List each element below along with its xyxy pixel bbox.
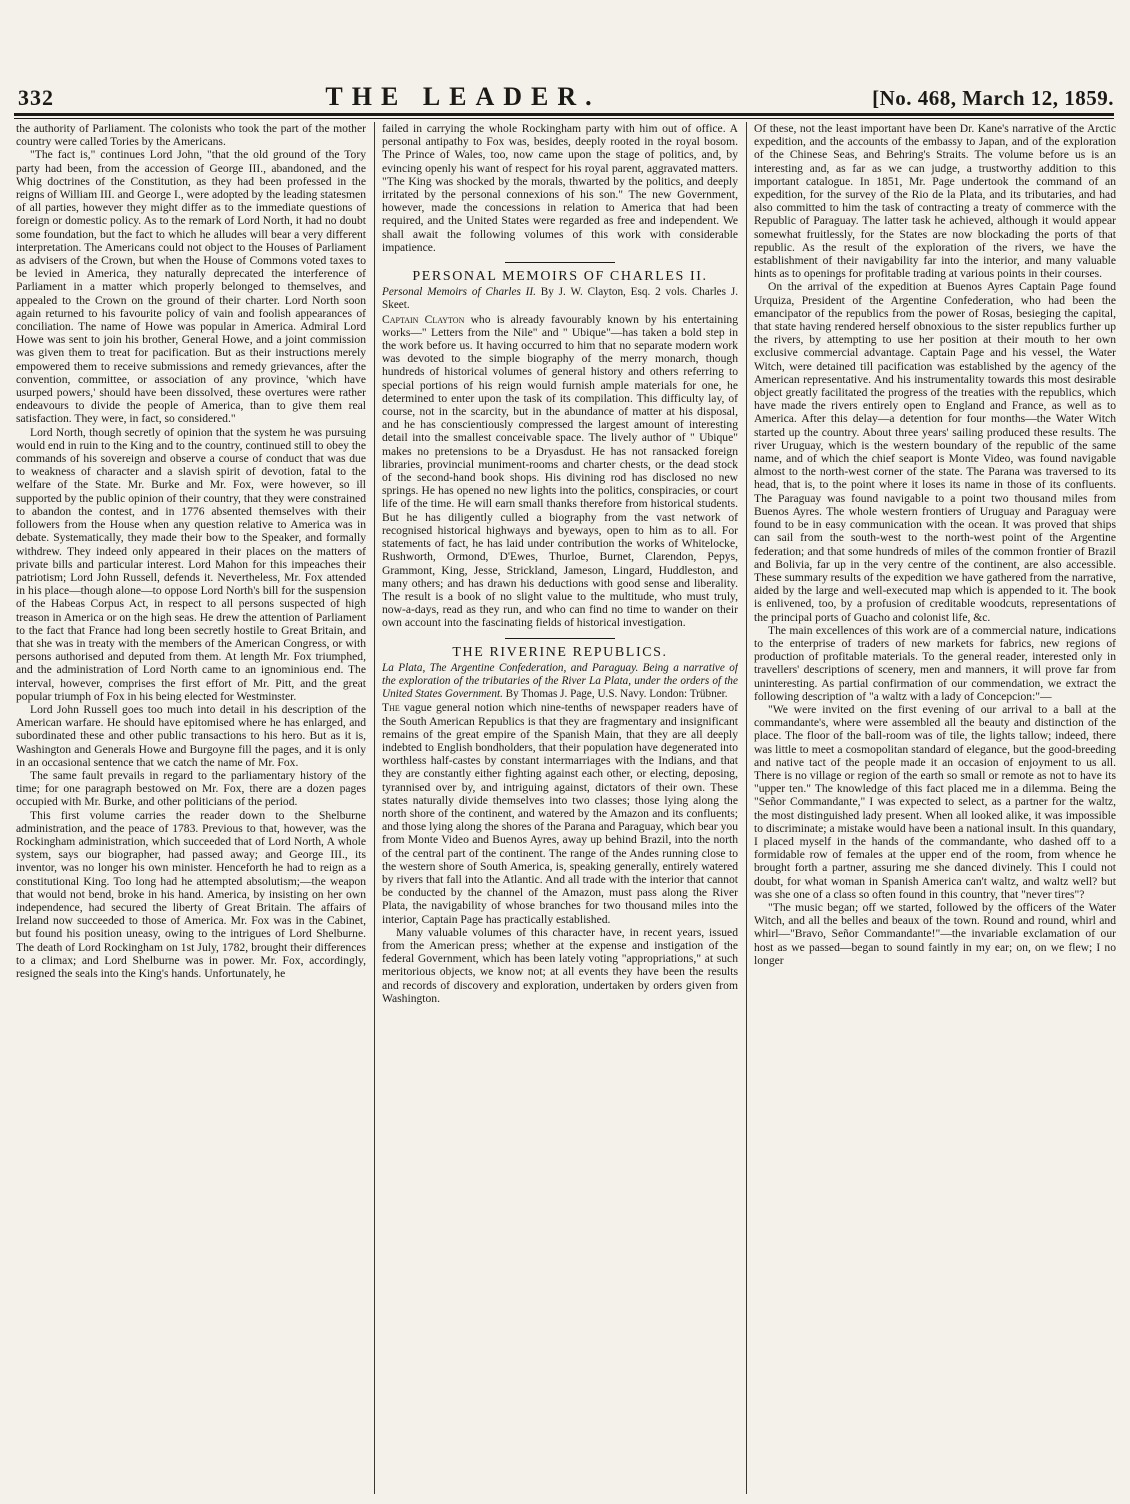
lead-caps: Captain Clayton bbox=[382, 312, 465, 326]
paragraph: The same fault prevails in regard to the parliamentary history of the time; for one paragraph bestowed on Mr. Fox, there are a dozen pages occupied with Mr. Burke, and other politicians of the period. bbox=[16, 768, 366, 809]
quote-paragraph: "We were invited on the first evening of our arrival to a ball at the commandante's, where were assembled all the beauty and distinction of the place. The floor of the ball-room was of tile, the lights tallow; indeed, there was little to meet a cosmopolitan standard of elegance, but the good-breeding and native tact of the people made it an occasion of enjoyment to us all. There is no village or region of the earth so small or remote as not to have its "upper ten." The knowledge of this fact placed me in a dilemma. Being the "Señor Commandante," I was expected to select, as a partner for the waltz, the most distinguished lady present. When all looked alike, it was impossible to discriminate; a mistake would have been a national insult. In this quandary, I placed myself in the hands of the commandante, who dashed off to a formidable row of females at the upper end of the room, from whence he brought forth a partner, assuring me she danced divinely. This I could not doubt, for what woman in Spanish America can't waltz, and waltz well? but was she one of a class so often found in this country, that "never tires"? bbox=[754, 702, 1116, 901]
header-rule bbox=[14, 113, 1114, 116]
paragraph-text: who is already favourably known by his entertaining works—" Letters from the Nile" and " Ubique"—has taken a bold step in the work before us. It having occurred to him that no separate modern work was devoted to the simple biography of the merry monarch, though hundreds of historical volumes of general history and others referring to special portions of his reign would furnish ample materials for one, he determined to enter upon the task of its compilation. This difficulty lay, of course, not in the scarcity, but in the abundance of matter at his disposal, and he has conscientiously compressed the largest amount of interesting detail into the smallest conceivable space. The lively author of " Ubique" makes no pretensions to be a Dryasdust. He has not ransacked foreign libraries, provincial muniment-rooms and charter chests, or the dead stock of the second-hand book shops. His divining rod has disclosed no new springs. He has opened no new lights into the politics, conspiracies, or court life of the time. He will earn small thanks therefore from historical students. But he has diligently culled a biography from the vast network of recognised historical highways and byeways, open to him as to all. For statements of fact, he has laid under contribution the works of Whitelocke, Rushworth, Ormond, D'Ewes, Thurloe, Burnet, Clarendon, Pepys, Grammont, King, Jesse, Strickland, Jameson, Lingard, Huddleston, and many others; and has drawn his deductions with good sense and liberality. The result is a book of no slight value to the multitude, who must truly, now-a-days, read as they run, and who can find no time to wander on their own account into the fascinating fields of historical investigation. bbox=[382, 312, 738, 630]
paragraph bbox=[382, 313, 738, 630]
byline-title: Personal Memoirs of Charles II. bbox=[382, 286, 536, 299]
section-rule bbox=[505, 262, 615, 263]
paragraph: On the arrival of the expedition at Buenos Ayres Captain Page found Urquiza, President of the Argentine Confederation, who had been the emancipator of the republics from the power of Rosas, besieging the capital, that state having rendered herself obnoxious to the sister republics further up the rivers, by attempting to use her position at their mouth to her own exclusive commercial advantage. Captain Page and his vessel, the Water Witch, were detained till pacification was established by the agency of the American representative. And his instrumentality towards this most desirable object greatly facilitated the progress of the treaties with the republics, which have made the rivers entirely open to England and France, as well as to America. After this delay—a detention for four months—the Water Witch started up the country. About three years' sailing produced these results. The river Uruguay, which is the western boundary of the republic of the same name, and of which the chief seaport is Monte Video, was found navigable almost to the north-west corner of the state. The Parana was traversed to its head, that is, to the point where it loses its name in those of its confluents. The Paraguay was found navigable to a point two thousand miles from Buenos Ayres. The whole western frontiers of Uruguay and Paraguay were found to be in easy communication with the ocean. It was proved that ships can sail from the south-west to the north-west point of the Argentine federation; and that some hundreds of miles of the common frontier of Brazil and Bolivia, far up in the very centre of the continent, are also accessible. These summary results of the expedition we have gathered from the narrative, aided by the large and well-executed map which is appended to it. The book is enlivened, too, by a profusion of creditable woodcuts, representations of the principal ports of Guacho and colonist life, &c. bbox=[754, 280, 1116, 624]
quote-paragraph: "The fact is," continues Lord John, "that the old ground of the Tory party had been, from the accession of George III., abandoned, and the Whig doctrines of the Constitution, as they had been professed in the reigns of William III. and George I., were adopted by the leading statesmen of all parties, however they might differ as to the immediate questions of foreign or domestic policy. As to the remark of Lord North, it had no doubt some foundation, but the fact to which he alludes will bear a very different interpretation. The Americans could not object to the Houses of Parliament as advisers of the Crown, but when the House of Commons voted taxes to be levied in America, they naturally deprecated the interference of Parliament in a matter which properly belonged to themselves, and appealed to the Crown on the ground of their charter. Lord North soon again returned to his favourite policy of vain and foolish appearances of conciliation. The name of Howe was popular in America. Admiral Lord Howe was sent to join his brother, General Howe, and a joint commission was given them to treat for pacification. But as their instructions merely empowered them to receive submissions and remedy grievances, after the convention, committee, or association of any province, 'which have usurped powers,' should have been dissolved, these overtures were rather endeavours to divide the people of America, than to give them real satisfaction. They were, in fact, so considered." bbox=[16, 148, 366, 426]
quote-paragraph: "The music began; off we started, followed by the officers of the Water Witch, and all the belles and beaux of the town. Round and round, whirl and whirl—"Bravo, Señor Commandante!"—the invariable exclamation of our host as we passed—began to sound faintly in my ear; on, on we flew; I no longer bbox=[754, 900, 1116, 967]
issue-date: [No. 468, March 12, 1859. bbox=[872, 86, 1114, 110]
column-3 bbox=[754, 122, 1116, 1494]
paragraph: The main excellences of this work are of a commercial nature, indications to the enterprise of traders of new markets for fabrics, new regions of production of profitable materials. To the general reader, interested only in travellers' descriptions of scenery, men and manners, it will prove far from uninteresting. As partial confirmation of our commendation, we extract the following description of "a waltz with a lady of Concepcion:"— bbox=[754, 623, 1116, 703]
paragraph: Lord John Russell goes too much into detail in his description of the American warfare. He should have epitomised where he has enlarged, and subordinated these and other public transactions to his hero. But as it is, Washington and Generals Howe and Burgoyne fill the pages, and it is only in an occasional sentence that we catch the name of Mr. Fox. bbox=[16, 702, 366, 769]
paragraph: failed in carrying the whole Rockingham party with him out of office. A personal antipathy to Fox was, besides, deeply rooted in the royal bosom. The Prince of Wales, too, now came upon the stage of politics, and, by evincing openly his want of respect for his royal parent, aggravated matters. "The King was shocked by the morals, thwarted by the politics, and deeply irritated by the personal connexions of his son." The new Government, however, made the concessions in relation to America that had been required, and the United States were regarded as free and independent. We shall await the following volumes of this work with considerable impatience. bbox=[382, 122, 738, 254]
masthead bbox=[18, 82, 1114, 111]
page-number: 332 bbox=[18, 85, 54, 110]
paragraph: This first volume carries the reader down to the Shelburne administration, and the peace of 1783. Previous to that, however, was the Rockingham administration, which succeeded that of Lord North, A whole system, says our biographer, had passed away; and George III., its inventor, was no longer his own minister. Henceforth he had to reign as a constitutional King. Too long had he attempted absolutism;—the weapon that would not bend, broke in his hand. America, by insisting on her own independence, had secured the liberty of Great Britain. The affairs of Ireland now succeeded to those of America. Mr. Fox was in the Cabinet, but found his position uneasy, owing to the intrigues of Lord Shelburne. The death of Lord Rockingham on 1st July, 1782, brought their differences to a climax; and Lord Shelburne was in power. Mr. Fox, accordingly, resigned the seals into the King's hands. Unfortunately, he bbox=[16, 808, 366, 980]
paragraph: Many valuable volumes of this character have, in recent years, issued from the American press; whether at the expense and instigation of the federal Government, which has been lately voting "appropriations," at such meritorious objects, we know not; at all events they have been the results and records of discovery and exploration, undertaken by orders given from Washington. bbox=[382, 925, 738, 1005]
column-1 bbox=[16, 122, 366, 1494]
byline-author: By Thomas J. Page, U.S. Navy. London: Trübner. bbox=[505, 688, 728, 701]
column-divider bbox=[374, 122, 375, 1494]
lead-caps: The bbox=[382, 701, 400, 715]
paragraph bbox=[382, 701, 738, 925]
article-byline bbox=[382, 662, 738, 702]
byline-author: By J. W. Clayton, Esq. 2 vols. Charles J. Skeet. bbox=[382, 286, 738, 312]
article-heading: THE RIVERINE REPUBLICS. bbox=[452, 644, 668, 660]
paragraph: the authority of Parliament. The colonists who took the part of the mother country were called Tories by the Americans. bbox=[16, 122, 366, 149]
article-heading: PERSONAL MEMOIRS OF CHARLES II. bbox=[412, 269, 708, 285]
paragraph: Lord North, though secretly of opinion that the system he was pursuing would end in ruin to the King and to the country, continued still to obey the commands of his sovereign and observe a course of conduct that was due to weakness of character and a slavish spirit of devotion, fatal to the welfare of the State. Mr. Burke and Mr. Fox, were however, so ill supported by the public opinion of their country, that they were constrained to abandon the contest, and in 1776 absented themselves with their followers from the House when any question relative to America was in debate. Systematically, they made their bow to the Speaker, and formally withdrew. They indeed only appeared in their places on the matters of private bills and particular interest. Lord Mahon for this impeaches their patriotism; Lord John Russell, defends it. Nevertheless, Mr. Fox attended in his place—though alone—to oppose Lord North's bill for the suspension of the Habeas Corpus Act, in respect to all persons suspected of high treason in America or on the high seas. He drew the attention of Parliament to the fact that France had long been secretly hostile to Great Britain, and that she was in treaty with the members of the American Congress, or with persons authorised and deputed from them. At length Mr. Fox triumphed, and the administration of Lord North came to an ignominious end. The interval, however, comprises the first effort of Mr. Pitt, and the great popular triumph of Fox in his being elected for Westminster. bbox=[16, 425, 366, 703]
byline-title: La Plata, The Argentine Confederation, and Paraguay. Being a narrative of the exploration of the tributaries of the River La Plata, under the orders of the United States Government. bbox=[382, 661, 738, 701]
paragraph-text: vague general notion which nine-tenths of newspaper readers have of the South American Republics is that they are fragmentary and insignificant remains of the great empire of the Spanish Main, that they are all deeply indebted to English bondholders, that their population have degenerated into worthless half-castes by constant intermarriages with the Indians, and that they are constantly either fighting against each other, or electing, deposing, tyrannised over by, and intriguing against, dictators of their own. These states naturally divide themselves into two classes; those lying along the north shore of the continent, and watered by the Amazon and its confluents; and those lying along the shores of the Parana and Paraguay, which bear you from Monte Video and Buenos Ayres, away up behind Brazil, into the north of the central part of the continent. The range of the Andes running close to the western shore of South America, is, speaking generally, entirely watered by rivers that fall into the Atlantic. And all trade with the interior that cannot be conducted by the channel of the Amazon, must pass along the River Plata, the navigability of whose branches for two thousand miles into the interior, Captain Page has practically established. bbox=[382, 701, 738, 926]
section-rule bbox=[505, 638, 615, 639]
header-rule-thin bbox=[14, 118, 1114, 119]
newspaper-title: THE LEADER. bbox=[325, 82, 601, 111]
article-byline bbox=[382, 286, 738, 312]
column-divider bbox=[746, 122, 747, 1494]
column-2 bbox=[382, 122, 738, 1494]
paragraph: Of these, not the least important have been Dr. Kane's narrative of the Arctic expedition, and the accounts of the embassy to Japan, and of the exploration of the Chinese Seas, and Behring's Straits. The volume before us is an interesting and, as far as we can judge, a trustworthy addition to this important catalogue. In 1851, Mr. Page undertook the command of an expedition, for the survey of the Rio de la Plata, and its tributaries, and had also committed to him the task of contracting a treaty of commerce with the Republic of Paraguay. The latter task he achieved, although it would appear somewhat fruitlessly, for the States are now blockading the ports of that republic. As the result of the exploration of the rivers, we have the establishment of their navigability far into the interior, and many valuable hints as to openings for profitable trading at various points in their courses. bbox=[754, 122, 1116, 281]
